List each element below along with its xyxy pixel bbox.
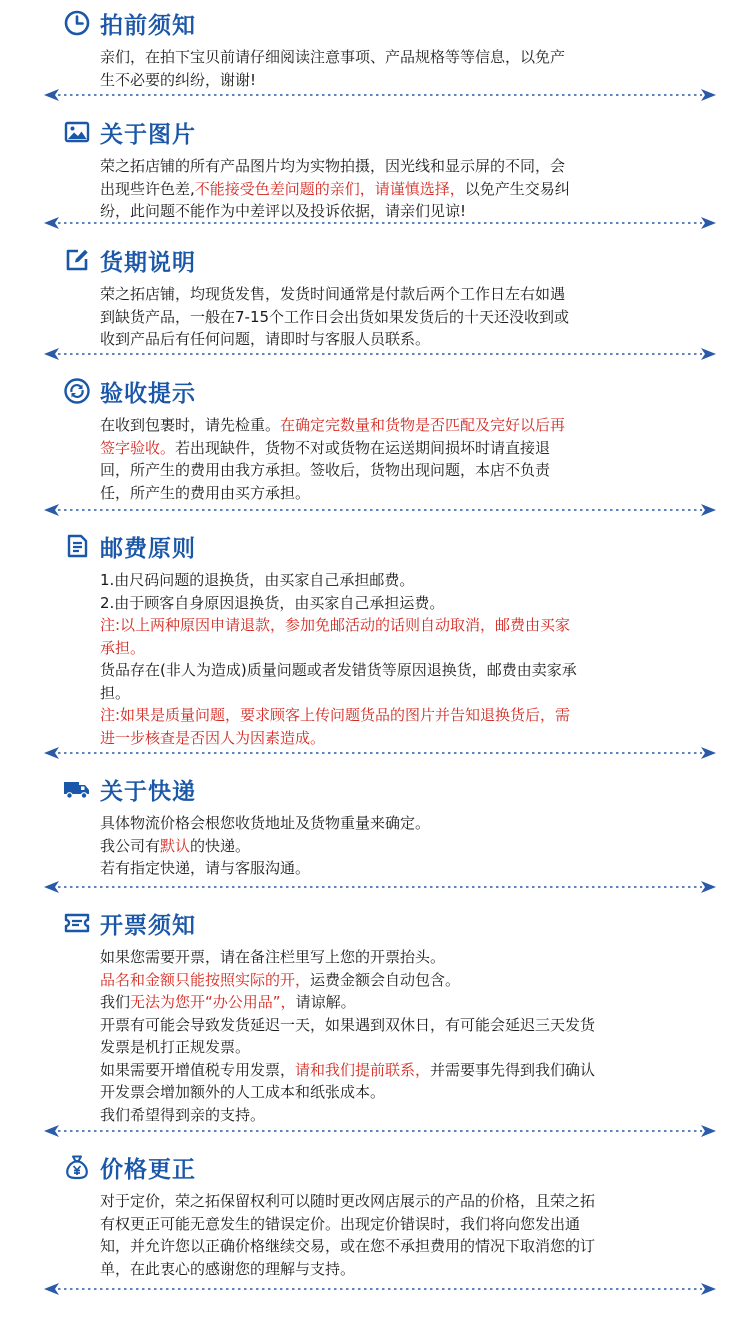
clock-icon <box>63 9 91 37</box>
highlight-text: 在确定完数量和货物是否匹配及完好以后再 <box>280 416 566 434</box>
body-text: 荣之拓店铺，均现货发售，发货时间通常是付款后两个工作日左右如遇 <box>100 285 566 303</box>
body-text: 我公司有 <box>100 836 161 855</box>
section-title: 价格更正 <box>100 1156 196 1183</box>
body-text: 开票有可能会导致发货延迟一天，如果遇到双休日，有可能会延迟三天发货 <box>100 1015 596 1034</box>
text-line <box>100 857 700 880</box>
text-line <box>100 637 700 660</box>
body-text: 的快递。 <box>190 836 251 855</box>
section-header <box>63 243 196 277</box>
text-line <box>100 1104 700 1127</box>
section-body <box>100 46 700 91</box>
body-text: 以免产生交易纠 <box>464 179 570 198</box>
dotted-divider <box>44 1282 716 1296</box>
text-line <box>100 1235 700 1258</box>
highlight-text: 注:以上两种原因申请退款，参加免邮活动的话则自动取消，邮费由买家 <box>100 616 571 634</box>
section-body <box>100 812 700 880</box>
truck-icon <box>63 775 91 803</box>
text-line <box>100 1036 700 1059</box>
section-title: 开票须知 <box>100 912 196 939</box>
text-line <box>100 1081 700 1104</box>
body-text: 知，并允许您以正确价格继续交易，或在您不承担费用的情况下取消您的订 <box>100 1237 596 1255</box>
dotted-divider <box>44 347 716 361</box>
body-text: 2.由于顾客自身原因退换货，由买家自己承担运费。 <box>100 593 445 612</box>
dotted-divider <box>44 880 716 894</box>
text-line <box>100 178 700 201</box>
image-icon <box>63 118 91 146</box>
body-text: 若有指定快递，请与客服沟通。 <box>100 859 311 877</box>
body-text: 到缺货产品，一般在7-15个工作日会出货如果发货后的十天还没收到或 <box>100 307 570 326</box>
dotted-divider <box>44 1124 716 1138</box>
body-text: 荣之拓店铺的所有产品图片均为实物拍摄，因光线和显示屏的不同，会 <box>100 157 566 175</box>
text-line <box>100 592 700 615</box>
section-body <box>100 283 700 351</box>
text-line <box>100 1014 700 1037</box>
body-text: 具体物流价格会根您收货地址及货物重量来确定。 <box>100 814 431 832</box>
body-text: 有权更正可能无意发生的错误定价。出现定价错误时，我们将向您发出通 <box>100 1214 581 1233</box>
body-text: 运费金额会自动包含。 <box>310 970 461 989</box>
text-line <box>100 659 700 682</box>
section-header <box>63 1150 196 1184</box>
section-header <box>63 529 196 563</box>
text-line <box>100 155 700 178</box>
body-text: 在收到包裹时，请先检重。 <box>100 416 281 434</box>
text-line <box>100 1190 700 1213</box>
body-text: 并需要事先得到我们确认 <box>430 1060 596 1079</box>
body-text: 亲们，在拍下宝贝前请仔细阅读注意事项、产品规格等等信息，以免产 <box>100 48 566 66</box>
text-line <box>100 1213 700 1236</box>
highlight-text: 进一步核查是否因人为因素造成。 <box>100 728 326 747</box>
section-title: 验收提示 <box>100 380 196 407</box>
ticket-icon <box>63 909 91 937</box>
highlight-text: 品名和金额只能按照实际的开， <box>100 970 311 989</box>
body-text: 出现些许色差, <box>100 179 195 198</box>
text-line <box>100 812 700 835</box>
document-icon <box>63 532 91 560</box>
text-line <box>100 46 700 69</box>
section-title: 关于快递 <box>100 778 196 805</box>
body-text: 纷，此问题不能作为中差评以及投诉依据，请亲们见谅! <box>100 202 467 220</box>
dotted-divider <box>44 746 716 760</box>
body-text: 我们希望得到亲的支持。 <box>100 1105 266 1124</box>
body-text: 如果您需要开票，请在备注栏里写上您的开票抬头。 <box>100 948 446 966</box>
section-header <box>63 374 196 408</box>
dotted-divider <box>44 88 716 102</box>
text-line <box>100 459 700 482</box>
body-text: 回，所产生的费用由我方承担。签收后，货物出现问题，本店不负责 <box>100 461 551 479</box>
edit-icon <box>63 246 91 274</box>
text-line <box>100 283 700 306</box>
text-line <box>100 414 700 437</box>
body-text: 若出现缺件，货物不对或货物在运送期间损坏时请直接退 <box>175 438 551 457</box>
body-text: 任，所产生的费用由买方承担。 <box>100 483 311 502</box>
money-bag-icon <box>63 1153 91 1181</box>
text-line <box>100 306 700 329</box>
text-line <box>100 437 700 460</box>
dotted-divider <box>44 503 716 517</box>
highlight-text: 默认 <box>160 836 191 855</box>
highlight-text: 请和我们提前联系， <box>295 1060 431 1079</box>
text-line <box>100 991 700 1014</box>
highlight-text: 承担。 <box>100 638 146 657</box>
highlight-text: 不能接受色差问题的亲们，请谨慎选择， <box>194 179 465 198</box>
text-line <box>100 614 700 637</box>
text-line <box>100 1059 700 1082</box>
text-line <box>100 704 700 727</box>
section-body <box>100 1190 700 1280</box>
body-text: 单，在此衷心的感谢您的理解与支持。 <box>100 1259 356 1278</box>
refresh-icon <box>63 377 91 405</box>
section-body <box>100 569 700 749</box>
section-header <box>63 772 196 806</box>
section-title: 货期说明 <box>100 249 196 276</box>
text-line <box>100 969 700 992</box>
body-text: 发票是机打正规发票。 <box>100 1038 251 1056</box>
body-text: 请谅解。 <box>295 993 356 1011</box>
body-text: 1.由尺码问题的退换货，由买家自己承担邮费。 <box>100 571 415 589</box>
section-body <box>100 155 700 223</box>
body-text: 对于定价，荣之拓保留权利可以随时更改网店展示的产品的价格，且荣之拓 <box>100 1192 596 1210</box>
section-body <box>100 414 700 504</box>
section-header <box>63 115 196 149</box>
section-title: 邮费原则 <box>100 535 196 562</box>
text-line <box>100 482 700 505</box>
highlight-text: 签字验收。 <box>100 438 176 457</box>
body-text: 我们 <box>100 993 131 1011</box>
highlight-text: 注:如果是质量问题，要求顾客上传问题货品的图片并告知退换货后，需 <box>100 706 571 724</box>
body-text: 生不必要的纠纷，谢谢! <box>100 70 257 89</box>
section-title: 拍前须知 <box>100 12 196 39</box>
body-text: 担。 <box>100 683 131 702</box>
dotted-divider <box>44 216 716 230</box>
section-body <box>100 946 700 1126</box>
body-text: 收到产品后有任何问题，请即时与客服人员联系。 <box>100 330 431 348</box>
highlight-text: 无法为您开“办公用品”， <box>130 993 296 1011</box>
body-text: 货品存在(非人为造成)质量问题或者发错货等原因退换货，邮费由卖家承 <box>100 661 577 679</box>
text-line <box>100 1258 700 1281</box>
section-header <box>63 906 196 940</box>
text-line <box>100 835 700 858</box>
section-header <box>63 6 196 40</box>
section-title: 关于图片 <box>100 121 196 148</box>
text-line <box>100 569 700 592</box>
body-text: 开发票会增加额外的人工成本和纸张成本。 <box>100 1083 386 1101</box>
body-text: 如果需要开增值税专用发票， <box>100 1060 296 1079</box>
text-line <box>100 682 700 705</box>
text-line <box>100 946 700 969</box>
